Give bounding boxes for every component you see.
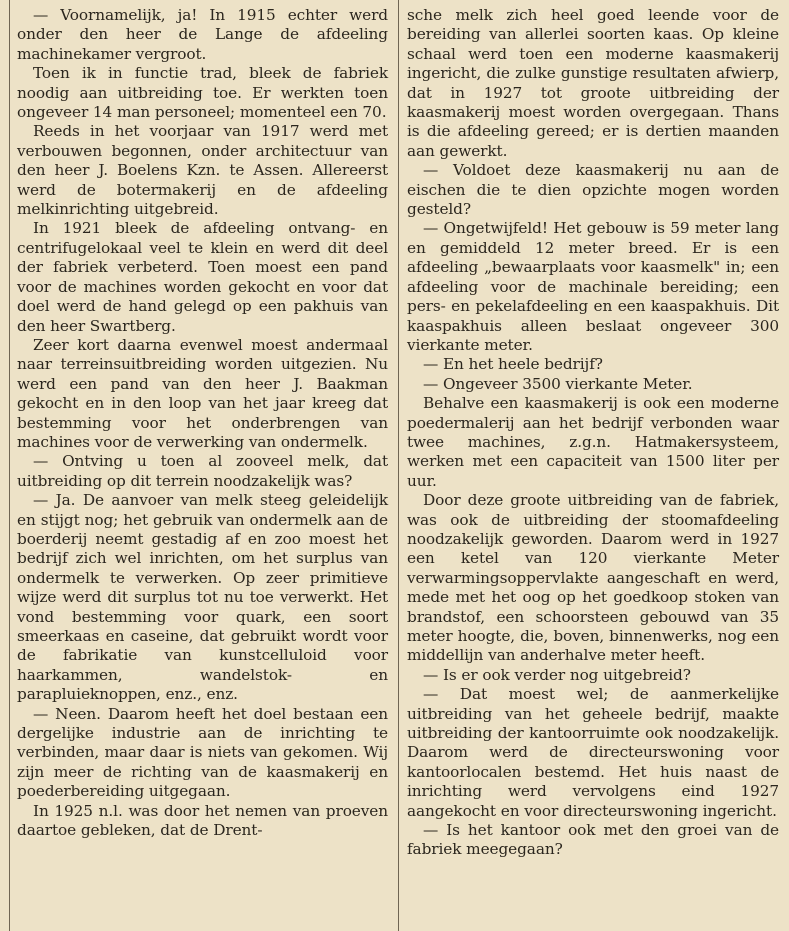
- paragraph: Toen ik in functie trad, bleek de fabriek noodig aan uitbreiding toe. Er werkten toen ongeveer 14 man personeel; momenteel een 70.: [17, 64, 388, 122]
- paragraph: — Neen. Daarom heeft het doel bestaan een dergelijke industrie aan de inrichting te verbinden, maar daar is niets van gekomen. Wij zijn meer de richting van de kaasmakerij en poederbereiding uitgegaan.: [17, 704, 388, 801]
- paragraph: — Voornamelijk, ja! In 1915 echter werd onder den heer de Lange de afdeeling machinekamer vergroot.: [17, 6, 388, 63]
- paragraph: Zeer kort daarna evenwel moest andermaal naar terreinsuitbreiding worden uitgezien. Nu werd een pand van den heer J. Baakman gekocht en in den loop van het jaar kreeg dat bestemming voor het onderbrengen van machines voor de verwerking van ondermelk.: [17, 335, 388, 451]
- paragraph: In 1925 n.l. was door het nemen van proeven daartoe gebleken, dat de Drent-: [17, 801, 388, 840]
- paragraph: — Ongetwijfeld! Het gebouw is 59 meter lang en gemiddeld 12 meter breed. Er is een afdeeling „bewaarplaats voor kaasmelk" in; een afdeeling voor de machinale bereiding; een pers- en pekelafdeeling en een kaaspakhuis. Dit kaaspakhuis alleen beslaat ongeveer 300 vierkante meter.: [407, 219, 779, 354]
- paragraph: — Dat moest wel; de aanmerkelijke uitbreiding van het geheele bedrijf, maakte uitbreiding der kantoorruimte ook noodzakelijk. Daarom werd de directeurswoning voor kantoorlocalen bestemd. Het huis naast de inrichting werd vervolgens eind 1927 aangekocht en voor directeurswoning ingericht.: [407, 685, 779, 820]
- paragraph: — Voldoet deze kaasmakerij nu aan de eischen die te dien opzichte mogen worden gesteld?: [407, 161, 779, 219]
- right-column: [407, 6, 779, 860]
- column-divider: [398, 0, 399, 931]
- paragraph: Reeds in het voorjaar van 1917 werd met verbouwen begonnen, onder architectuur van den heer J. Boelens Kzn. te Assen. Allereerst werd de botermakerij en de afdeeling melkinrichting uitgebreid.: [17, 122, 388, 219]
- paragraph: In 1921 bleek de afdeeling ontvang- en centrifugelokaal veel te klein en werd dit deel der fabriek verbeterd. Toen moest een pand voor de machines worden gekocht en voor dat doel werd de hand gelegd op een pakhuis van den heer Swartberg.: [17, 219, 388, 335]
- left-column: [17, 6, 388, 840]
- paragraph: — Is er ook verder nog uitgebreid?: [423, 665, 691, 684]
- paragraph: — Ja. De aanvoer van melk steeg geleidelijk en stijgt nog; het gebruik van ondermelk aan de boerderij neemt gestadig af en zoo moest het bedrijf zich wel inrichten, om het surplus van ondermelk te verwerken. Op zeer primitieve wijze werd dit surplus tot nu toe verwerkt. Het vond bestemming voor quark, een soort smeerkaas en caseine, dat gebruikt wordt voor de fabrikatie van kunstcelluloid voor haarkammen, wandelstok- en parapluieknoppen, enz., enz.: [17, 491, 388, 704]
- paragraph: — Ongeveer 3500 vierkante Meter.: [423, 374, 693, 393]
- paragraph: — Ontving u toen al zooveel melk, dat uitbreiding op dit terrein noodzakelijk was?: [17, 452, 388, 490]
- paragraph: Behalve een kaasmakerij is ook een moderne poedermalerij aan het bedrijf verbonden waar twee machines, z.g.n. Hatmakersysteem, werken met een capaciteit van 1500 liter per uur.: [407, 394, 779, 490]
- paragraph: — Is het kantoor ook met den groei van de fabriek meegegaan?: [407, 821, 779, 859]
- paragraph: — En het heele bedrijf?: [423, 355, 603, 374]
- left-column-rule: [9, 0, 10, 931]
- paragraph: sche melk zich heel goed leende voor de bereiding van allerlei soorten kaas. Op kleine schaal werd toen een moderne kaasmakerij ingericht, die zulke gunstige resultaten afwierp, dat in 1927 tot groote uitbreiding der kaasmakerij moest worden overgegaan. Thans is die afdeeling gereed; er is dertien maanden aan gewerkt.: [407, 6, 779, 160]
- paragraph: Door deze groote uitbreiding van de fabriek, was ook de uitbreiding der stoomafdeeling noodzakelijk geworden. Daarom werd in 1927 een ketel van 120 vierkante Meter verwarmingsoppervlakte aangeschaft en werd, mede met het oog op het goedkoop stoken van brandstof, een schoorsteen gebouwd van 35 meter hoogte, die, boven, binnenwerks, nog een middellijn van anderhalve meter heeft.: [407, 491, 779, 665]
